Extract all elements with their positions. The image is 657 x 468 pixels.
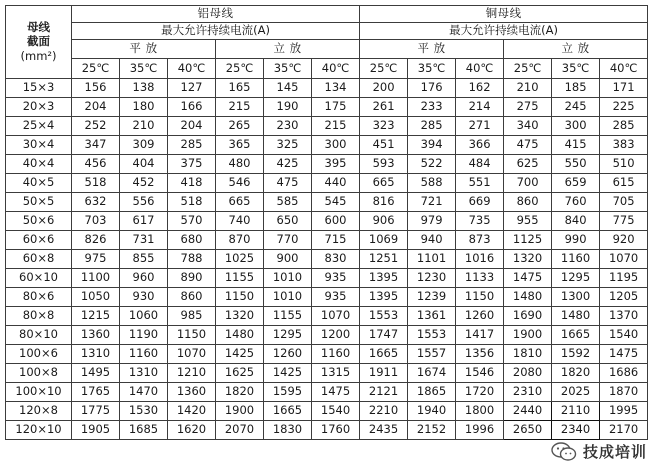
cross-section-header-line3: (mm²) (20, 48, 57, 63)
current-value-cell: 1160 (552, 250, 600, 269)
current-value-cell: 261 (360, 98, 408, 117)
current-value-cell: 1820 (216, 383, 264, 402)
current-value-cell: 816 (360, 193, 408, 212)
current-value-cell: 425 (264, 155, 312, 174)
current-value-cell: 1070 (312, 307, 360, 326)
current-value-cell: 451 (360, 136, 408, 155)
current-value-cell: 550 (552, 155, 600, 174)
current-value-cell: 2440 (504, 402, 552, 421)
current-value-cell: 366 (456, 136, 504, 155)
current-value-cell: 760 (552, 193, 600, 212)
current-value-cell: 873 (456, 231, 504, 250)
current-value-cell: 1830 (264, 421, 312, 440)
table-row (6, 79, 648, 98)
current-value-cell: 204 (168, 117, 216, 136)
current-value-cell: 900 (264, 250, 312, 269)
current-value-cell: 1865 (408, 383, 456, 402)
table-row (6, 250, 648, 269)
current-value-cell: 665 (216, 193, 264, 212)
current-value-cell: 1765 (72, 383, 120, 402)
current-value-cell: 1900 (216, 402, 264, 421)
current-value-cell: 185 (552, 79, 600, 98)
current-value-cell: 617 (120, 212, 168, 231)
current-value-cell: 1665 (360, 345, 408, 364)
current-value-cell: 2025 (552, 383, 600, 402)
current-value-cell: 225 (600, 98, 648, 117)
table-row (6, 345, 648, 364)
current-value-cell: 1475 (504, 269, 552, 288)
current-value-cell: 625 (504, 155, 552, 174)
table-row (6, 98, 648, 117)
current-value-cell: 1133 (456, 269, 504, 288)
current-value-cell: 1690 (504, 307, 552, 326)
temp-header: 40℃ (456, 59, 504, 79)
current-value-cell: 1205 (600, 288, 648, 307)
current-value-cell: 1310 (120, 364, 168, 383)
current-value-cell: 1665 (552, 326, 600, 345)
cross-section-cell: 80×8 (6, 307, 72, 326)
table-row (6, 364, 648, 383)
temp-header: 40℃ (600, 59, 648, 79)
aluminum-flat-header: 平 放 (72, 40, 216, 59)
current-value-cell: 930 (120, 288, 168, 307)
current-value-cell: 475 (264, 174, 312, 193)
current-value-cell: 1665 (264, 402, 312, 421)
current-value-cell: 700 (504, 174, 552, 193)
current-value-cell: 990 (552, 231, 600, 250)
aluminum-vertical-header: 立 放 (216, 40, 360, 59)
current-value-cell: 1820 (552, 364, 600, 383)
cross-section-header-line2: 截面 (27, 34, 50, 49)
current-value-cell: 394 (408, 136, 456, 155)
current-value-cell: 210 (120, 117, 168, 136)
current-value-cell: 1060 (120, 307, 168, 326)
current-value-cell: 585 (264, 193, 312, 212)
current-value-cell: 171 (600, 79, 648, 98)
current-value-cell: 340 (504, 117, 552, 136)
current-value-cell: 1125 (504, 231, 552, 250)
current-value-cell: 1480 (216, 326, 264, 345)
current-value-cell: 775 (600, 212, 648, 231)
current-value-cell: 518 (168, 193, 216, 212)
current-value-cell: 285 (168, 136, 216, 155)
current-value-cell: 233 (408, 98, 456, 117)
current-value-cell: 2152 (408, 421, 456, 440)
cross-section-cell: 120×10 (6, 421, 72, 440)
current-value-cell: 855 (120, 250, 168, 269)
current-value-cell: 665 (360, 174, 408, 193)
cross-section-cell: 60×8 (6, 250, 72, 269)
current-value-cell: 2340 (552, 421, 600, 440)
current-value-cell: 1417 (456, 326, 504, 345)
current-value-cell: 1553 (360, 307, 408, 326)
cross-section-cell: 80×6 (6, 288, 72, 307)
current-value-cell: 127 (168, 79, 216, 98)
current-value-cell: 1010 (264, 269, 312, 288)
table-row (6, 402, 648, 421)
current-value-cell: 721 (408, 193, 456, 212)
current-value-cell: 1870 (600, 383, 648, 402)
current-value-cell: 1150 (216, 288, 264, 307)
current-value-cell: 1674 (408, 364, 456, 383)
current-value-cell: 1260 (456, 307, 504, 326)
current-value-cell: 826 (72, 231, 120, 250)
current-value-cell: 522 (408, 155, 456, 174)
cross-section-cell: 50×5 (6, 193, 72, 212)
current-value-cell: 551 (456, 174, 504, 193)
current-value-cell: 1775 (72, 402, 120, 421)
current-value-cell: 650 (264, 212, 312, 231)
current-value-cell: 1155 (216, 269, 264, 288)
current-value-cell: 156 (72, 79, 120, 98)
current-value-cell: 1557 (408, 345, 456, 364)
current-value-cell: 452 (120, 174, 168, 193)
wechat-icon (551, 442, 577, 462)
current-value-cell: 985 (168, 307, 216, 326)
current-value-cell: 2650 (504, 421, 552, 440)
current-value-cell: 1361 (408, 307, 456, 326)
current-value-cell: 1995 (600, 402, 648, 421)
current-value-cell: 2070 (216, 421, 264, 440)
cross-section-header-line1: 母线 (27, 19, 50, 34)
current-value-cell: 215 (216, 98, 264, 117)
current-value-cell: 200 (360, 79, 408, 98)
table-row (6, 288, 648, 307)
current-value-cell: 383 (600, 136, 648, 155)
current-value-cell: 600 (312, 212, 360, 231)
cross-section-cell: 30×4 (6, 136, 72, 155)
cross-section-cell: 15×3 (6, 79, 72, 98)
current-value-cell: 545 (312, 193, 360, 212)
current-value-cell: 180 (120, 98, 168, 117)
current-value-cell: 703 (72, 212, 120, 231)
current-value-cell: 2435 (360, 421, 408, 440)
current-value-cell: 975 (72, 250, 120, 269)
current-value-cell: 1546 (456, 364, 504, 383)
current-value-cell: 830 (312, 250, 360, 269)
current-value-cell: 1320 (216, 307, 264, 326)
aluminum-current-label: 最大允许持续电流(A) (72, 23, 360, 40)
current-value-cell: 1620 (168, 421, 216, 440)
current-value-cell: 1070 (600, 250, 648, 269)
table-row (6, 174, 648, 193)
copper-current-label: 最大允许持续电流(A) (360, 23, 648, 40)
current-value-cell: 2080 (504, 364, 552, 383)
current-value-cell: 271 (456, 117, 504, 136)
current-value-cell: 275 (504, 98, 552, 117)
current-value-cell: 788 (168, 250, 216, 269)
current-value-cell: 1356 (456, 345, 504, 364)
current-value-cell: 1425 (264, 364, 312, 383)
current-value-cell: 1475 (600, 345, 648, 364)
current-value-cell: 1940 (408, 402, 456, 421)
current-value-cell: 1475 (312, 383, 360, 402)
current-value-cell: 1720 (456, 383, 504, 402)
current-value-cell: 190 (264, 98, 312, 117)
cross-section-cell: 80×10 (6, 326, 72, 345)
current-value-cell: 1160 (120, 345, 168, 364)
table-row (6, 307, 648, 326)
temp-header: 25℃ (72, 59, 120, 79)
current-value-cell: 840 (552, 212, 600, 231)
current-value-cell: 252 (72, 117, 120, 136)
current-value-cell: 162 (456, 79, 504, 98)
aluminum-busbar-header: 铝母线 (72, 6, 360, 23)
current-value-cell: 134 (312, 79, 360, 98)
current-value-cell: 1480 (504, 288, 552, 307)
current-value-cell: 145 (264, 79, 312, 98)
current-value-cell: 1195 (600, 269, 648, 288)
current-value-cell: 1230 (408, 269, 456, 288)
current-value-cell: 1480 (552, 307, 600, 326)
current-value-cell: 1251 (360, 250, 408, 269)
current-value-cell: 480 (216, 155, 264, 174)
current-value-cell: 1470 (120, 383, 168, 402)
current-value-cell: 1905 (72, 421, 120, 440)
current-value-cell: 1295 (552, 269, 600, 288)
cross-section-cell: 60×10 (6, 269, 72, 288)
current-value-cell: 570 (168, 212, 216, 231)
current-value-cell: 1190 (120, 326, 168, 345)
cross-section-header (6, 6, 72, 79)
current-value-cell: 1540 (600, 326, 648, 345)
current-value-cell: 906 (360, 212, 408, 231)
current-value-cell: 2310 (504, 383, 552, 402)
current-value-cell: 1200 (312, 326, 360, 345)
cross-section-cell: 100×10 (6, 383, 72, 402)
current-value-cell: 1595 (264, 383, 312, 402)
current-value-cell: 418 (168, 174, 216, 193)
current-value-cell: 1150 (456, 288, 504, 307)
current-value-cell: 1300 (552, 288, 600, 307)
current-value-cell: 1069 (360, 231, 408, 250)
current-value-cell: 669 (456, 193, 504, 212)
current-value-cell: 325 (264, 136, 312, 155)
current-value-cell: 138 (120, 79, 168, 98)
cross-section-cell: 60×6 (6, 231, 72, 250)
current-value-cell: 1070 (168, 345, 216, 364)
copper-busbar-header: 铜母线 (360, 6, 648, 23)
cross-section-cell: 100×8 (6, 364, 72, 383)
current-value-cell: 285 (408, 117, 456, 136)
current-value-cell: 870 (216, 231, 264, 250)
current-value-cell: 2121 (360, 383, 408, 402)
current-value-cell: 214 (456, 98, 504, 117)
current-value-cell: 1625 (216, 364, 264, 383)
current-value-cell: 1360 (168, 383, 216, 402)
current-value-cell: 935 (312, 269, 360, 288)
table-row (6, 383, 648, 402)
current-value-cell: 1800 (456, 402, 504, 421)
cross-section-cell: 40×4 (6, 155, 72, 174)
current-value-cell: 860 (168, 288, 216, 307)
current-value-cell: 1101 (408, 250, 456, 269)
temp-header: 40℃ (312, 59, 360, 79)
current-value-cell: 1760 (312, 421, 360, 440)
current-value-cell: 1553 (408, 326, 456, 345)
current-value-cell: 960 (120, 269, 168, 288)
current-value-cell: 1050 (72, 288, 120, 307)
temp-header: 35℃ (552, 59, 600, 79)
current-value-cell: 210 (504, 79, 552, 98)
current-value-cell: 323 (360, 117, 408, 136)
current-value-cell: 1747 (360, 326, 408, 345)
table-row (6, 193, 648, 212)
table-row (6, 231, 648, 250)
current-value-cell: 731 (120, 231, 168, 250)
watermark (551, 441, 647, 462)
current-value-cell: 680 (168, 231, 216, 250)
table-row (6, 136, 648, 155)
current-value-cell: 1395 (360, 269, 408, 288)
current-value-cell: 1810 (504, 345, 552, 364)
watermark-text: 技成培训 (582, 443, 647, 461)
cross-section-cell: 20×3 (6, 98, 72, 117)
table-row (6, 212, 648, 231)
current-value-cell: 2170 (600, 421, 648, 440)
current-value-cell: 632 (72, 193, 120, 212)
current-value-cell: 1100 (72, 269, 120, 288)
current-value-cell: 2210 (360, 402, 408, 421)
current-value-cell: 1025 (216, 250, 264, 269)
current-value-cell: 860 (504, 193, 552, 212)
table-row (6, 421, 648, 440)
copper-flat-header: 平 放 (360, 40, 504, 59)
cross-section-cell: 100×6 (6, 345, 72, 364)
current-value-cell: 935 (312, 288, 360, 307)
cross-section-cell: 50×6 (6, 212, 72, 231)
current-value-cell: 955 (504, 212, 552, 231)
current-value-cell: 404 (120, 155, 168, 174)
current-value-cell: 593 (360, 155, 408, 174)
temp-header: 40℃ (168, 59, 216, 79)
current-value-cell: 1495 (72, 364, 120, 383)
current-value-cell: 659 (552, 174, 600, 193)
current-value-cell: 1155 (264, 307, 312, 326)
current-value-cell: 705 (600, 193, 648, 212)
current-value-cell: 2110 (552, 402, 600, 421)
current-value-cell: 740 (216, 212, 264, 231)
current-value-cell: 510 (600, 155, 648, 174)
current-value-cell: 715 (312, 231, 360, 250)
busbar-current-table (5, 5, 648, 440)
current-value-cell: 176 (408, 79, 456, 98)
current-value-cell: 1425 (216, 345, 264, 364)
current-value-cell: 215 (312, 117, 360, 136)
current-value-cell: 1310 (72, 345, 120, 364)
current-value-cell: 300 (552, 117, 600, 136)
current-value-cell: 1685 (120, 421, 168, 440)
current-value-cell: 415 (552, 136, 600, 155)
current-value-cell: 365 (216, 136, 264, 155)
current-value-cell: 940 (408, 231, 456, 250)
current-value-cell: 546 (216, 174, 264, 193)
current-value-cell: 1016 (456, 250, 504, 269)
current-value-cell: 1295 (264, 326, 312, 345)
current-value-cell: 1540 (312, 402, 360, 421)
current-table-wrapper (5, 5, 648, 440)
cross-section-cell: 40×5 (6, 174, 72, 193)
current-value-cell: 1160 (312, 345, 360, 364)
current-value-cell: 1010 (264, 288, 312, 307)
table-row (6, 155, 648, 174)
cross-section-cell: 25×4 (6, 117, 72, 136)
current-value-cell: 1210 (168, 364, 216, 383)
current-value-cell: 1370 (600, 307, 648, 326)
current-value-cell: 920 (600, 231, 648, 250)
copper-vertical-header: 立 放 (504, 40, 648, 59)
table-row (6, 269, 648, 288)
cross-section-cell: 120×8 (6, 402, 72, 421)
current-value-cell: 735 (456, 212, 504, 231)
current-value-cell: 1315 (312, 364, 360, 383)
current-value-cell: 166 (168, 98, 216, 117)
current-value-cell: 1215 (72, 307, 120, 326)
current-value-cell: 309 (120, 136, 168, 155)
current-value-cell: 1996 (456, 421, 504, 440)
current-value-cell: 265 (216, 117, 264, 136)
current-value-cell: 230 (264, 117, 312, 136)
current-value-cell: 1239 (408, 288, 456, 307)
temp-header: 25℃ (360, 59, 408, 79)
temp-header: 35℃ (120, 59, 168, 79)
current-value-cell: 518 (72, 174, 120, 193)
current-value-cell: 440 (312, 174, 360, 193)
current-value-cell: 1150 (168, 326, 216, 345)
current-value-cell: 1686 (600, 364, 648, 383)
current-value-cell: 1320 (504, 250, 552, 269)
table-row (6, 326, 648, 345)
current-value-cell: 1592 (552, 345, 600, 364)
current-value-cell: 588 (408, 174, 456, 193)
current-value-cell: 165 (216, 79, 264, 98)
temp-header: 25℃ (216, 59, 264, 79)
table-row (6, 117, 648, 136)
temp-header: 25℃ (504, 59, 552, 79)
current-value-cell: 204 (72, 98, 120, 117)
current-value-cell: 770 (264, 231, 312, 250)
current-value-cell: 456 (72, 155, 120, 174)
current-value-cell: 979 (408, 212, 456, 231)
temp-header: 35℃ (264, 59, 312, 79)
current-value-cell: 615 (600, 174, 648, 193)
current-value-cell: 1900 (504, 326, 552, 345)
current-value-cell: 1420 (168, 402, 216, 421)
current-value-cell: 347 (72, 136, 120, 155)
temp-header: 35℃ (408, 59, 456, 79)
current-value-cell: 175 (312, 98, 360, 117)
current-value-cell: 395 (312, 155, 360, 174)
current-value-cell: 285 (600, 117, 648, 136)
current-value-cell: 484 (456, 155, 504, 174)
current-value-cell: 1395 (360, 288, 408, 307)
current-value-cell: 1530 (120, 402, 168, 421)
current-value-cell: 1911 (360, 364, 408, 383)
current-value-cell: 300 (312, 136, 360, 155)
current-value-cell: 1360 (72, 326, 120, 345)
current-value-cell: 475 (504, 136, 552, 155)
current-value-cell: 556 (120, 193, 168, 212)
current-value-cell: 375 (168, 155, 216, 174)
current-value-cell: 1260 (264, 345, 312, 364)
current-value-cell: 245 (552, 98, 600, 117)
current-value-cell: 890 (168, 269, 216, 288)
